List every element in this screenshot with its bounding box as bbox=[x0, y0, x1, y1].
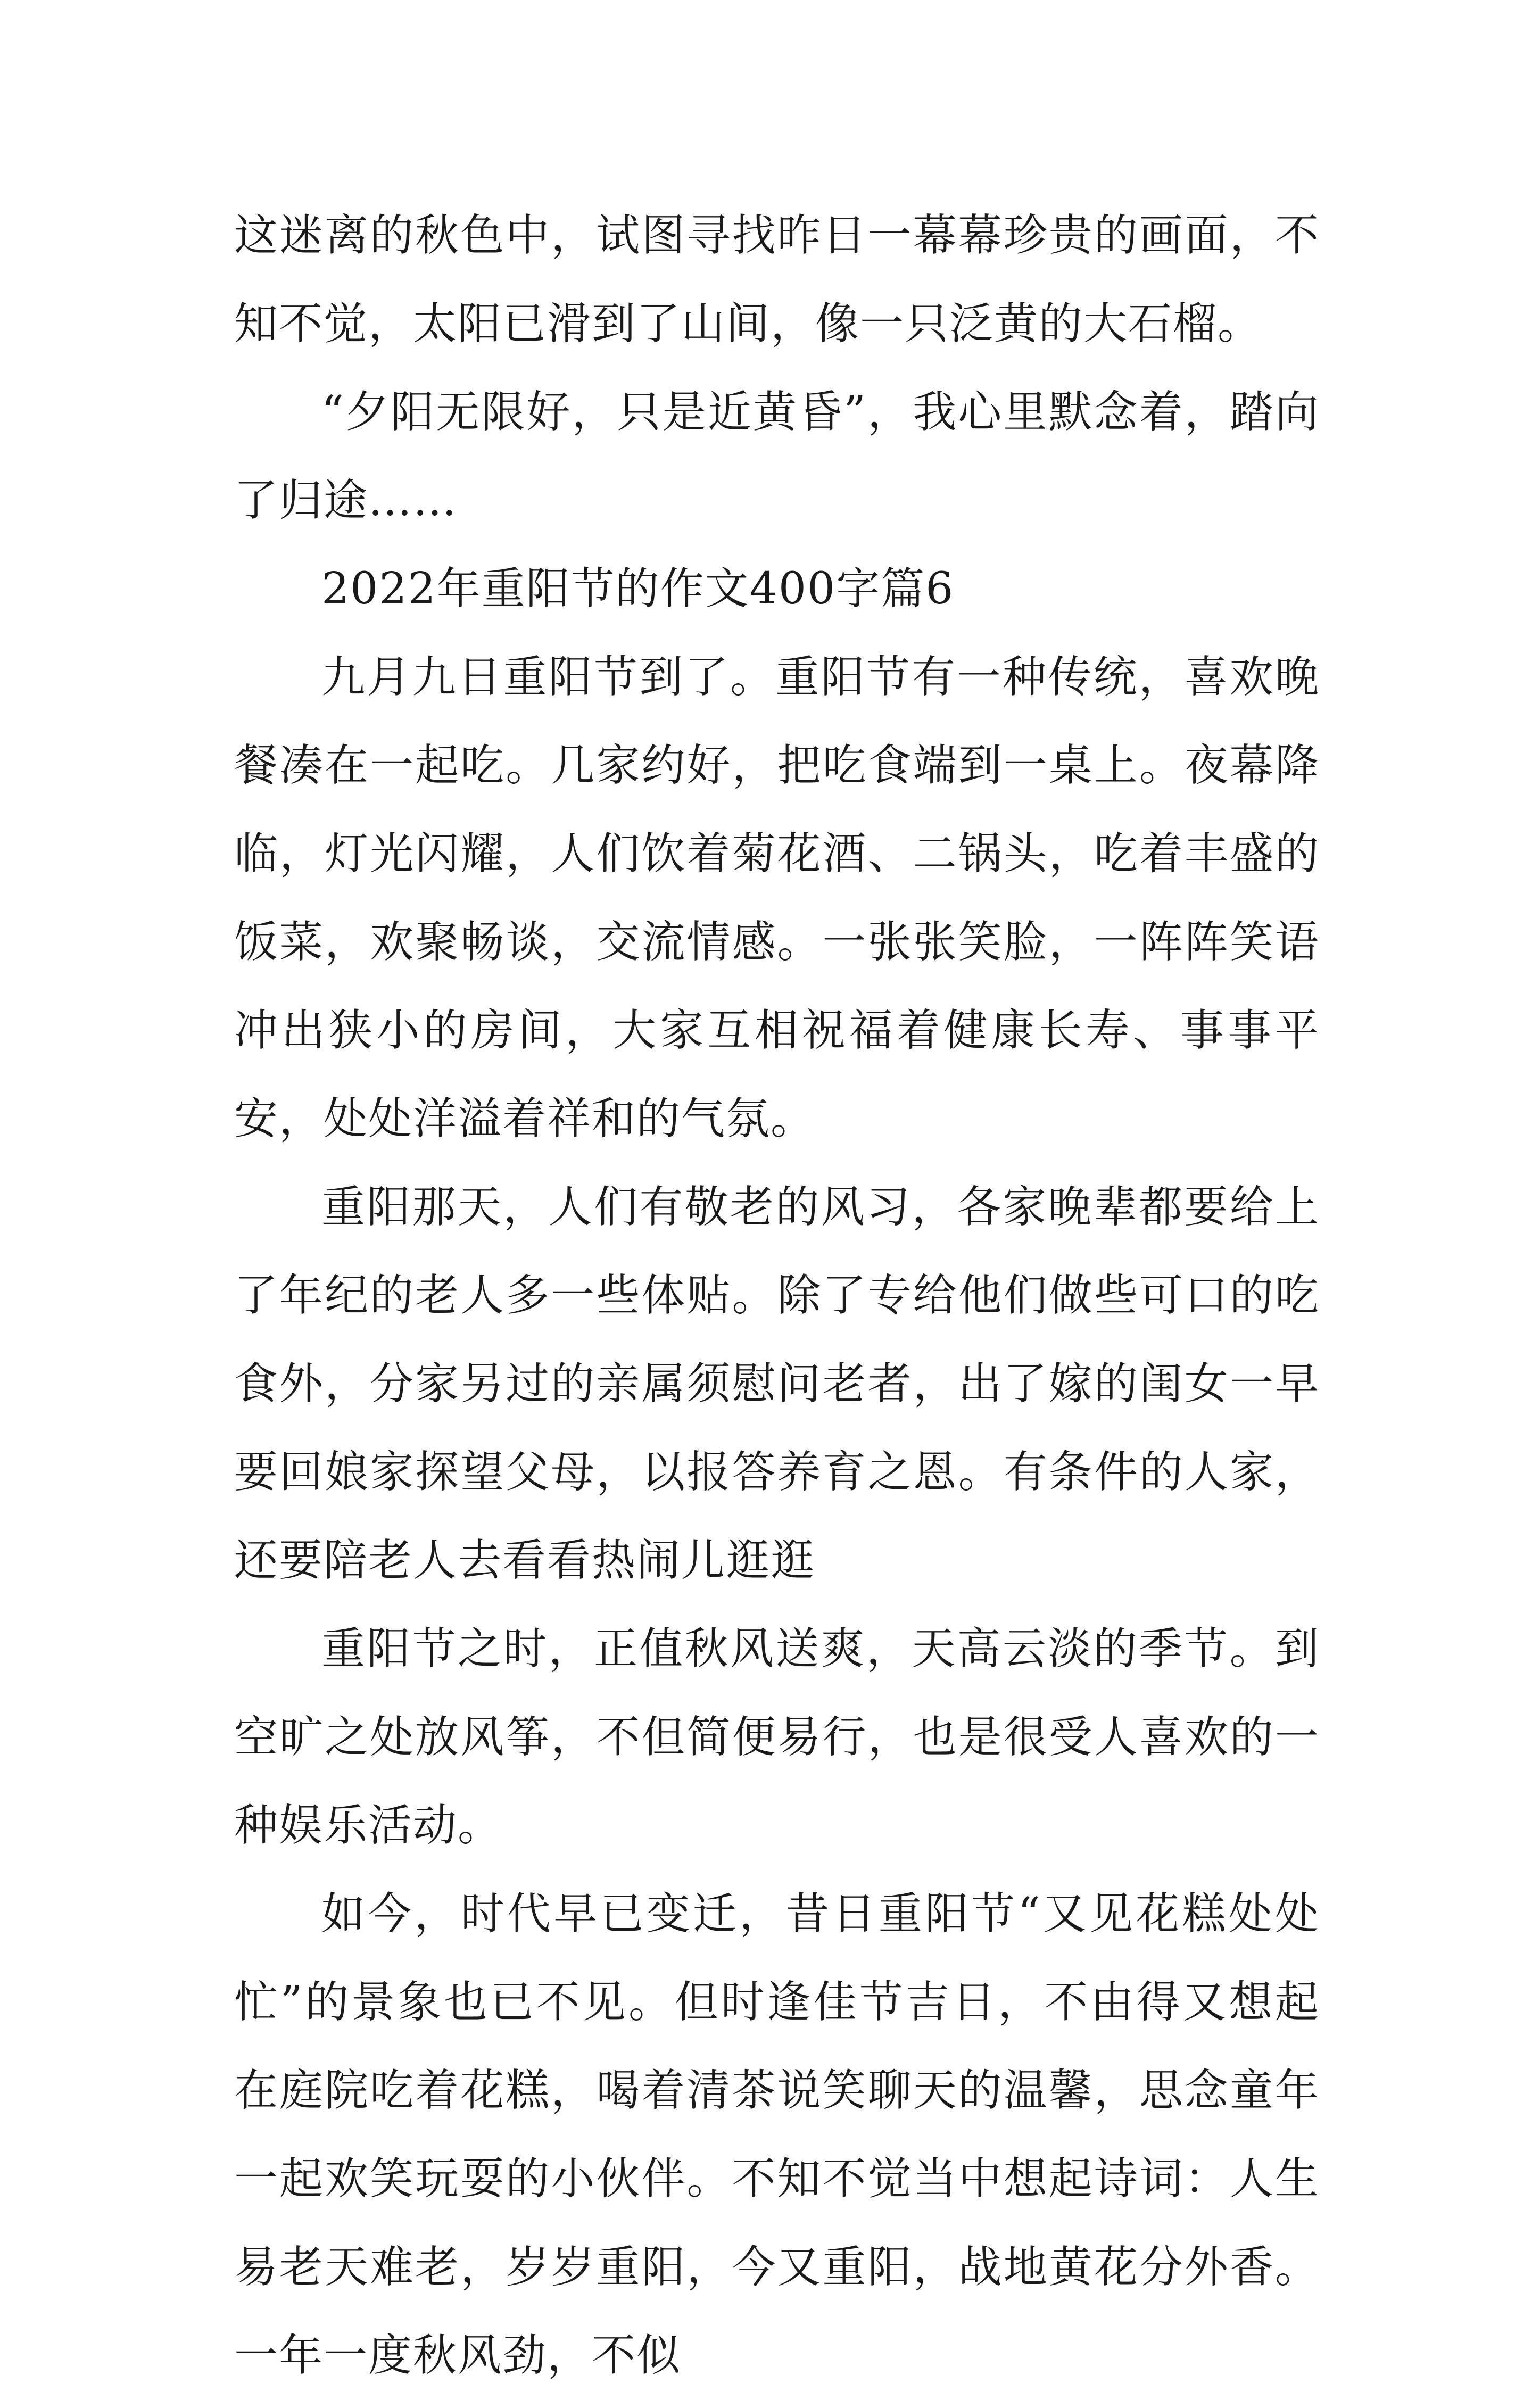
paragraph: 重阳节之时，正值秋风送爽，天高云淡的季节。到空旷之处放风筝，不但简便易行，也是很受人喜欢的一种娱乐活动。 bbox=[234, 1624, 1320, 1851]
paragraph: 重阳那天，人们有敬老的风习，各家晚辈都要给上了年纪的老人多一些体贴。除了专给他们做些可口的吃食外，分家另过的亲属须慰问老者，出了嫁的闺女一早要回娘家探望父母，以报答养育之恩。有条件的人家，还要陪老人去看看热闹儿逛逛 bbox=[234, 1182, 1320, 1586]
section-heading: 2022年重阳节的作文400字篇6 bbox=[321, 564, 955, 614]
paragraph-quote: “夕阳无限好，只是近黄昏”，我心里默念着，踏向了归途…… bbox=[234, 387, 1320, 526]
paragraph: 九月九日重阳节到了。重阳节有一种传统，喜欢晚餐凑在一起吃。几家约好，把吃食端到一桌上。夜幕降临，灯光闪耀，人们饮着菊花酒、二锅头，吃着丰盛的饭菜，欢聚畅谈，交流情感。一张张笑脸，一阵阵笑语冲出狭小的房间，大家互相祝福着健康长寿、事事平安，处处洋溢着祥和的气氛。 bbox=[234, 652, 1320, 1144]
paragraph: 如今，时代早已变迁，昔日重阳节“又见花糕处处忙”的景象也已不见。但时逢佳节吉日，不由得又想起在庭院吃着花糕，喝着清茶说笑聊天的温馨，思念童年一起欢笑玩耍的小伙伴。不知不觉当中想起诗词：人生易老天难老，岁岁重阳，今又重阳，战地黄花分外香。一年一度秋风劲，不似 bbox=[234, 1889, 1320, 2381]
paragraph-continued: 这迷离的秋色中，试图寻找昨日一幕幕珍贵的画面，不知不觉，太阳已滑到了山间，像一只泛黄的大石榴。 bbox=[234, 210, 1320, 349]
document-body bbox=[234, 192, 1320, 2400]
